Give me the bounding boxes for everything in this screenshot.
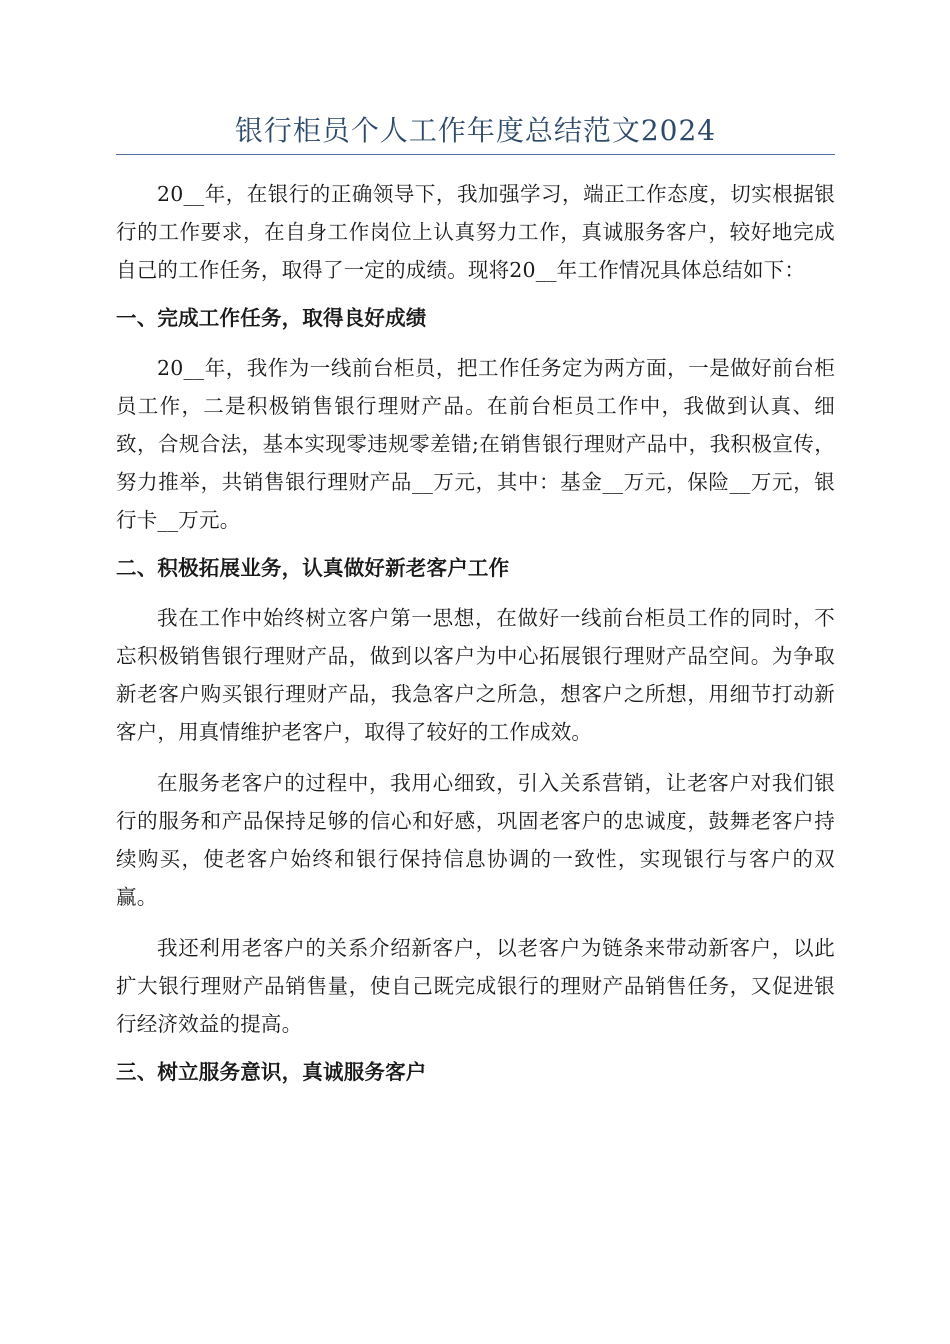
section-heading-3: 三、树立服务意识，真诚服务客户 (116, 1060, 427, 1084)
document-page (116, 112, 835, 1091)
section-heading-1: 一、完成工作任务，取得良好成绩 (116, 306, 427, 330)
document-title: 银行柜员个人工作年度总结范文2024 (116, 112, 835, 155)
section-heading-2: 二、积极拓展业务，认真做好新老客户工作 (116, 556, 510, 580)
section-1-paragraph-1: 20__年，我作为一线前台柜员，把工作任务定为两方面，一是做好前台柜员工作，二是积极销售银行理财产品。在前台柜员工作中，我做到认真、细致，合规合法，基本实现零违规零差错;在销售银行理财产品中，我积极宣传，努力推举，共销售银行理财产品__万元，其中：基金__万元，保险__万元，银行卡__万元。 (116, 356, 835, 532)
section-2-paragraph-3: 我还利用老客户的关系介绍新客户，以老客户为链条来带动新客户，以此扩大银行理财产品销售量，使自己既完成银行的理财产品销售任务，又促进银行经济效益的提高。 (116, 936, 835, 1036)
section-2-paragraph-1: 我在工作中始终树立客户第一思想，在做好一线前台柜员工作的同时，不忘积极销售银行理财产品，做到以客户为中心拓展银行理财产品空间。为争取新老客户购买银行理财产品，我急客户之所急，想客户之所想，用细节打动新客户，用真情维护老客户，取得了较好的工作成效。 (116, 606, 835, 744)
intro-paragraph: 20__年，在银行的正确领导下，我加强学习，端正工作态度，切实根据银行的工作要求，在自身工作岗位上认真努力工作，真诚服务客户，较好地完成自己的工作任务，取得了一定的成绩。现将20__年工作情况具体总结如下： (116, 182, 835, 282)
section-2-paragraph-2: 在服务老客户的过程中，我用心细致，引入关系营销，让老客户对我们银行的服务和产品保持足够的信心和好感，巩固老客户的忠诚度，鼓舞老客户持续购买，使老客户始终和银行保持信息协调的一致性，实现银行与客户的双赢。 (116, 771, 835, 909)
